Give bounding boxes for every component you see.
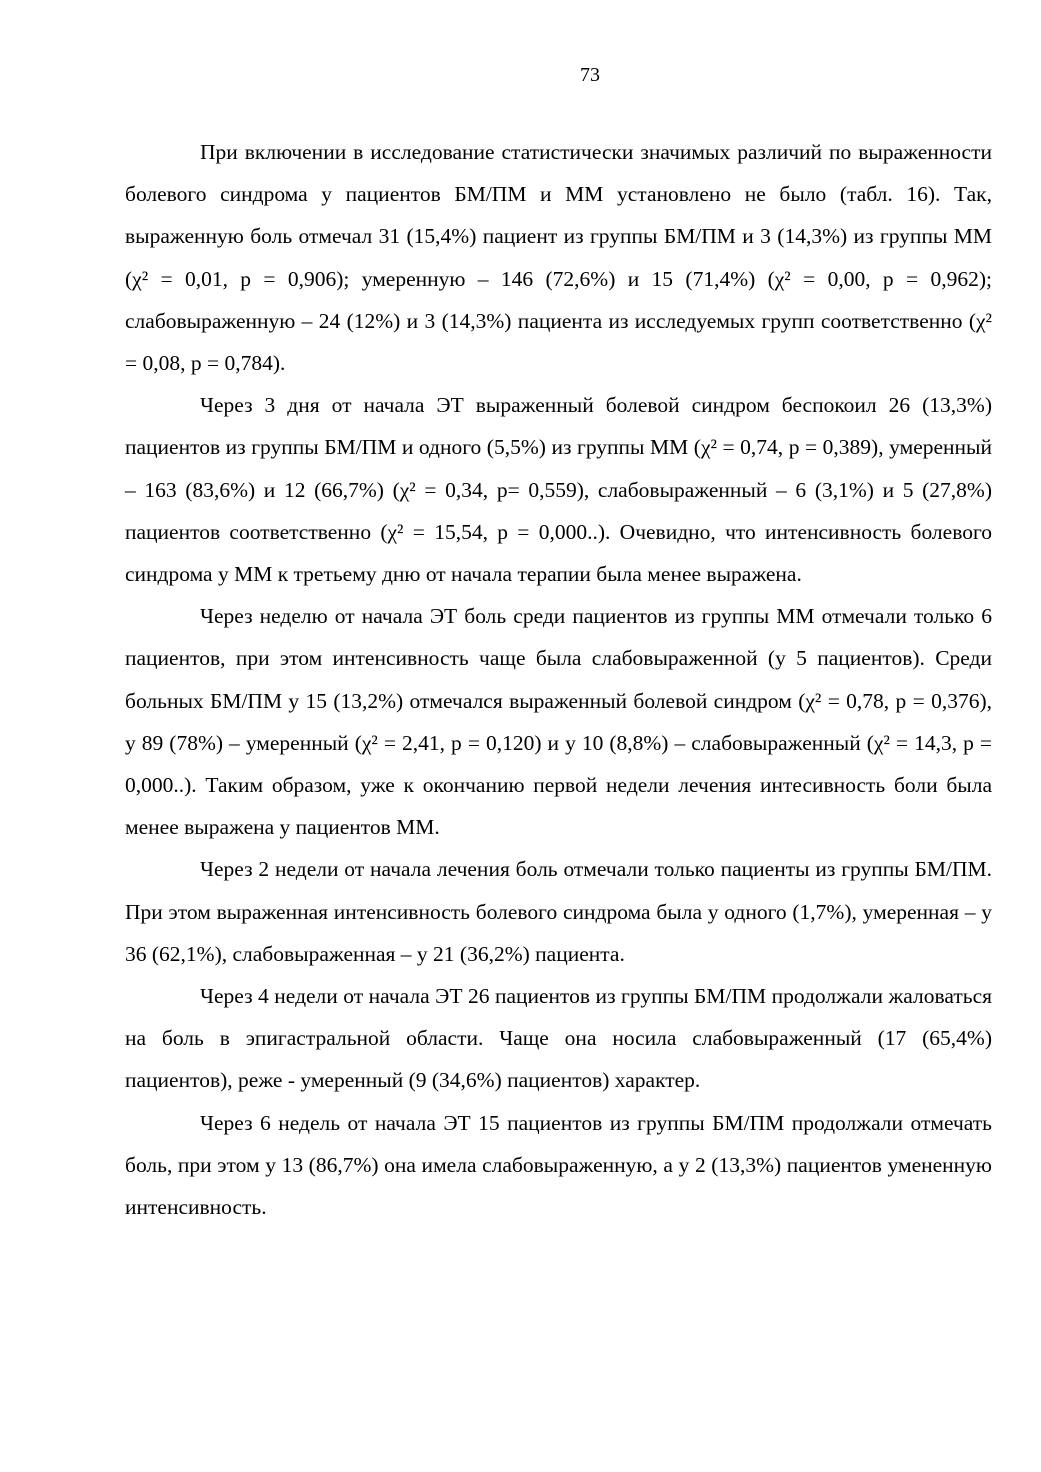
paragraph-week-1: Через неделю от начала ЭТ боль среди пациентов из группы ММ отмечали только 6 пациентов, при этом интенсивность чаще была слабовыраженной (у 5 пациентов). Среди больных БМ/ПМ у 15 (13,2%) отмечался выраженный болевой синдром (χ² = 0,78, p = 0,376), у 89 (78%) – умеренный (χ² = 2,41, p = 0,120) и у 10 (8,8%) – слабовыраженный (χ² = 14,3, p = 0,000..). Таким образом, уже к окончанию первой недели лечения интесивность боли была менее выражена у пациентов ММ. xyxy=(125,604,992,840)
page-number: 73 xyxy=(580,64,600,86)
paragraph-week-2: Через 2 недели от начала лечения боль отмечали только пациенты из группы БМ/ПМ. При этом выраженная интенсивность болевого синдрома была у одного (1,7%), умеренная – у 36 (62,1%), слабовыраженная – у 21 (36,2%) пациента. xyxy=(125,857,992,966)
paragraph-week-4: Через 4 недели от начала ЭТ 26 пациентов из группы БМ/ПМ продолжали жаловаться на боль в эпигастральной области. Чаще она носила слабовыраженный (17 (65,4%) пациентов), реже - умеренный (9 (34,6%) пациентов) характер. xyxy=(125,984,992,1093)
paragraph-day-3: Через 3 дня от начала ЭТ выраженный болевой синдром беспокоил 26 (13,3%) пациентов из группы БМ/ПМ и одного (5,5%) из группы ММ (χ² = 0,74, p = 0,389), умеренный – 163 (83,6%) и 12 (66,7%) (χ² = 0,34, p= 0,559), слабовыраженный – 6 (3,1%) и 5 (27,8%) пациентов соответственно (χ² = 15,54, p = 0,000..). Очевидно, что интенсивность болевого синдрома у ММ к третьему дню от начала терапии была менее выражена. xyxy=(125,393,992,587)
body-text xyxy=(125,131,992,1228)
paragraph-initial-pain: При включении в исследование статистически значимых различий по выраженности болевого синдрома у пациентов БМ/ПМ и ММ установлено не было (табл. 16). Так, выраженную боль отмечал 31 (15,4%) пациент из группы БМ/ПМ и 3 (14,3%) из группы ММ (χ² = 0,01, p = 0,906); умеренную – 146 (72,6%) и 15 (71,4%) (χ² = 0,00, p = 0,962); слабовыраженную – 24 (12%) и 3 (14,3%) пациента из исследуемых групп соответственно (χ² = 0,08, p = 0,784). xyxy=(125,140,992,376)
paragraph-week-6: Через 6 недель от начала ЭТ 15 пациентов из группы БМ/ПМ продолжали отмечать боль, при этом у 13 (86,7%) она имела слабовыраженную, а у 2 (13,3%) пациентов умененную интенсивность. xyxy=(125,1110,992,1220)
